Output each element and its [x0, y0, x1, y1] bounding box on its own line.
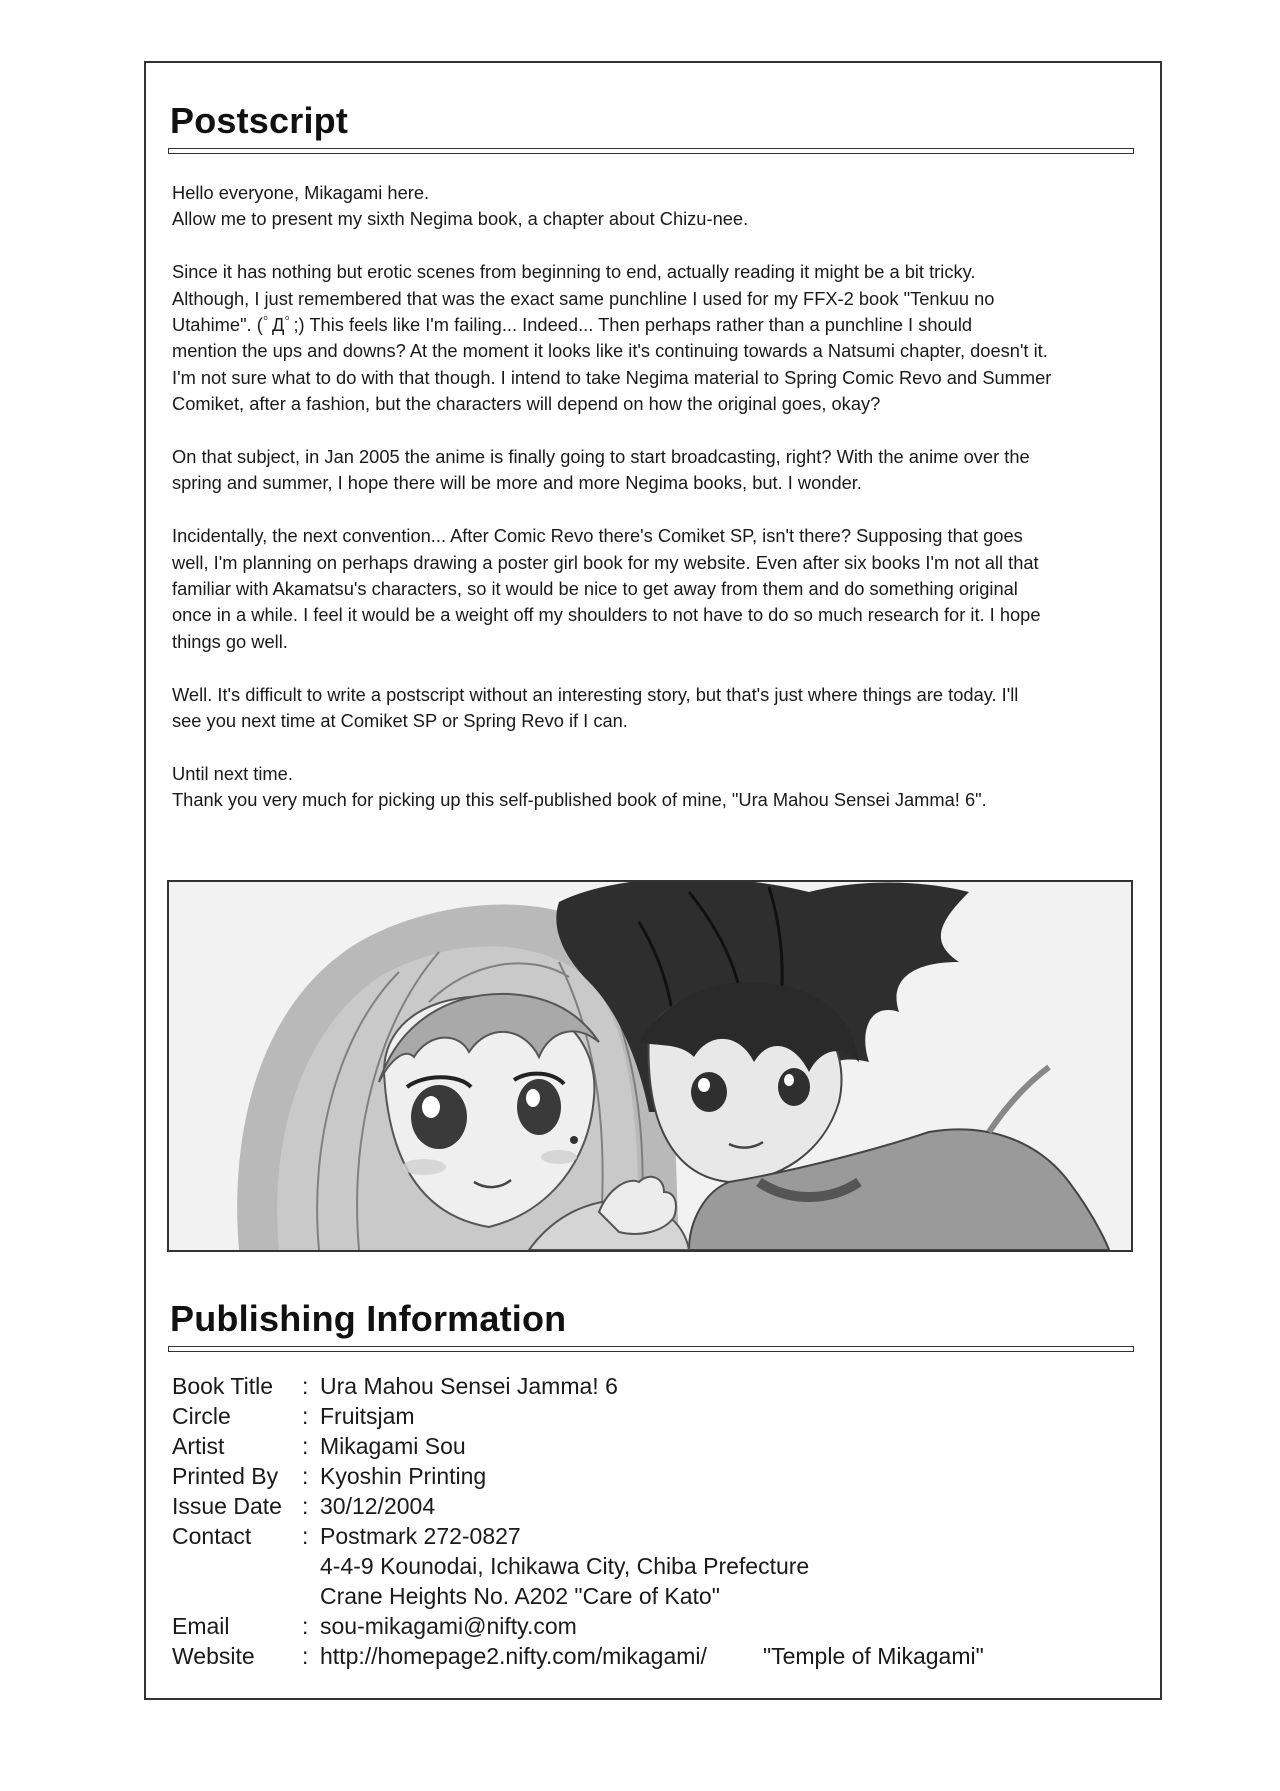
info-label: Issue Date	[172, 1493, 282, 1519]
website-line	[320, 1641, 984, 1671]
info-colon: :	[302, 1403, 309, 1429]
postscript-paragraph-6	[172, 761, 1142, 814]
info-colon: :	[302, 1433, 309, 1459]
paragraph-line: Comiket, after a fashion, but the characters will depend on how the original goes, okay?	[172, 393, 881, 415]
info-values	[320, 1521, 809, 1611]
info-label: Circle	[172, 1403, 231, 1429]
info-colon: :	[302, 1463, 309, 1489]
info-row-circle	[172, 1401, 984, 1431]
paragraph-line: well, I'm planning on perhaps drawing a poster girl book for my website. Even after six books I'm not all that	[172, 551, 1039, 573]
info-value: Kyoshin Printing	[320, 1463, 487, 1489]
paragraph-line: Thank you very much for picking up this self-published book of mine, "Ura Mahou Sensei Jamma! 6".	[172, 789, 987, 811]
publishing-info-table	[172, 1371, 984, 1671]
postscript-heading-rule	[168, 148, 1134, 154]
paragraph-line: mention the ups and downs? At the moment it looks like it's continuing towards a Natsumi chapter, doesn't it.	[172, 340, 1048, 362]
info-value: Crane Heights No. A202 "Care of Kato"	[320, 1583, 720, 1609]
info-label: Book Title	[172, 1373, 273, 1399]
info-values	[320, 1431, 466, 1461]
paragraph-line: I'm not sure what to do with that though. I intend to take Negima material to Spring Comic Revo and Summer	[172, 366, 1052, 388]
website-url: http://homepage2.nifty.com/mikagami/	[320, 1643, 707, 1669]
paragraph-line: Since it has nothing but erotic scenes from beginning to end, actually reading it might be a bit tricky.	[172, 261, 976, 283]
email-value: sou-mikagami@nifty.com	[320, 1613, 577, 1639]
info-label: Artist	[172, 1433, 225, 1459]
manga-illustration-icon	[169, 882, 1131, 1250]
postscript-paragraph-3	[172, 444, 1142, 497]
paragraph-line: familiar with Akamatsu's characters, so it would be nice to get away from them and do something original	[172, 578, 1018, 600]
info-colon: :	[302, 1643, 309, 1669]
info-row-email	[172, 1611, 984, 1641]
paragraph-line: Well. It's difficult to write a postscript without an interesting story, but that's just where things are today. I'll	[172, 683, 1019, 705]
info-values	[320, 1461, 486, 1491]
paragraph-line: Until next time.	[172, 762, 293, 784]
publishing-heading: Publishing Information	[170, 1298, 567, 1339]
paragraph-line: On that subject, in Jan 2005 the anime is finally going to start broadcasting, right? With the anime over the	[172, 446, 1030, 468]
manga-illustration-icon	[167, 880, 1133, 1252]
info-values	[320, 1611, 577, 1641]
info-row-website	[172, 1641, 984, 1671]
info-value: 4-4-9 Kounodai, Ichikawa City, Chiba Prefecture	[320, 1553, 810, 1579]
paragraph-line: once in a while. I feel it would be a weight off my shoulders to not have to do so much research for it. I hope	[172, 604, 1041, 626]
info-value: Ura Mahou Sensei Jamma! 6	[320, 1373, 618, 1399]
info-label: Email	[172, 1613, 230, 1639]
info-value: Fruitsjam	[320, 1403, 415, 1429]
postscript-heading: Postscript	[170, 100, 349, 141]
paragraph-line: Allow me to present my sixth Negima book, a chapter about Chizu-nee.	[172, 208, 749, 230]
info-values	[320, 1491, 435, 1521]
paragraph-line: Hello everyone, Mikagami here.	[172, 182, 430, 203]
postscript-paragraph-4	[172, 523, 1142, 655]
website-name: "Temple of Mikagami"	[762, 1643, 984, 1669]
paragraph-line: Although, I just remembered that was the exact same punchline I used for my FFX-2 book "Tenkuu no	[172, 287, 995, 309]
info-label: Contact	[172, 1523, 252, 1549]
info-colon: :	[302, 1493, 309, 1519]
info-colon: :	[302, 1523, 309, 1549]
paragraph-line: things go well.	[172, 630, 288, 652]
paragraph-line: see you next time at Comiket SP or Spring Revo if I can.	[172, 710, 628, 732]
publishing-heading-rule	[168, 1346, 1134, 1352]
info-value: Mikagami Sou	[320, 1433, 466, 1459]
info-value: Postmark 272-0827	[320, 1523, 521, 1549]
postscript-paragraph-2	[172, 259, 1142, 417]
info-value: 30/12/2004	[320, 1493, 436, 1519]
info-values	[320, 1371, 618, 1401]
postscript-body	[172, 180, 1142, 814]
paragraph-line: Incidentally, the next convention... After Comic Revo there's Comiket SP, isn't there? Supposing that goes	[172, 525, 1023, 547]
postscript-paragraph-1	[172, 180, 1142, 233]
info-colon: :	[302, 1613, 309, 1639]
info-row-contact	[172, 1521, 984, 1611]
info-label: Website	[172, 1643, 255, 1669]
info-label: Printed By	[172, 1463, 279, 1489]
paragraph-line: spring and summer, I hope there will be more and more Negima books, but. I wonder.	[172, 472, 862, 494]
info-values	[320, 1401, 415, 1431]
info-row-printed-by	[172, 1461, 984, 1491]
info-row-artist	[172, 1431, 984, 1461]
postscript-paragraph-5	[172, 682, 1142, 735]
paragraph-line: Utahime". (ﾟДﾟ;) This feels like I'm failing... Indeed... Then perhaps rather than a punchline I should	[172, 314, 973, 336]
info-colon: :	[302, 1373, 309, 1399]
info-row-book-title	[172, 1371, 984, 1401]
info-row-issue-date	[172, 1491, 984, 1521]
